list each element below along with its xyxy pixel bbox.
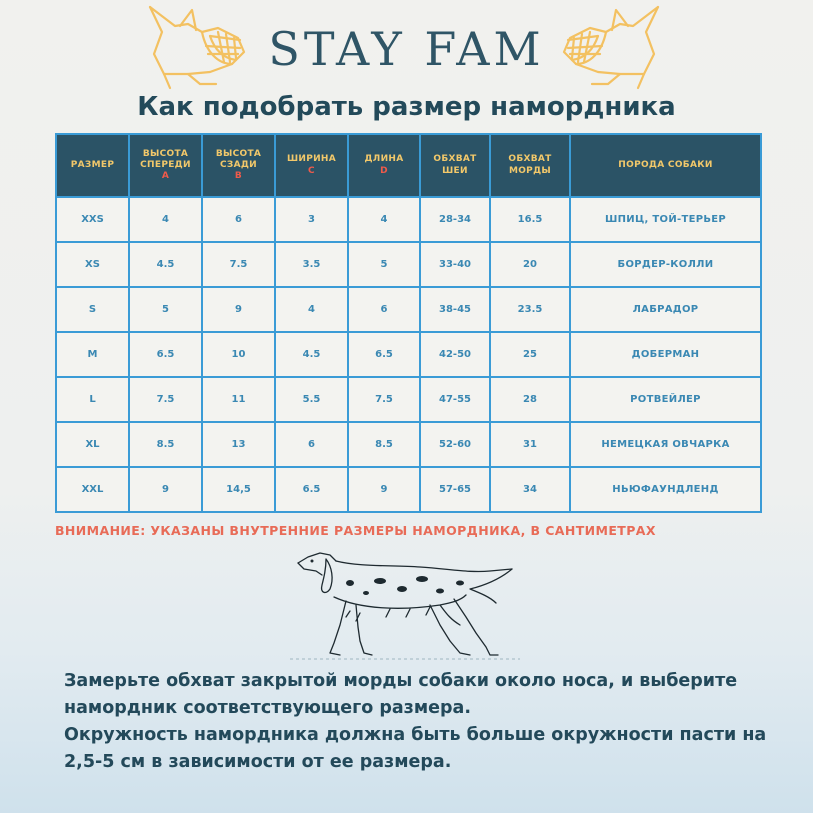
column-header — [129, 134, 202, 197]
table-cell: 4.5 — [275, 332, 348, 377]
table-cell: 38-45 — [420, 287, 490, 332]
column-header-label: РАЗМЕР — [70, 159, 115, 170]
table-cell: 33-40 — [420, 242, 490, 287]
table-cell: НЬЮФАУНДЛЕНД — [570, 467, 761, 512]
table-cell: L — [56, 377, 129, 422]
table-cell: ЛАБРАДОР — [570, 287, 761, 332]
table-header-row — [56, 134, 761, 197]
column-header-label: ОБХВАТ МОРДЫ — [508, 154, 552, 176]
table-cell: РОТВЕЙЛЕР — [570, 377, 761, 422]
table-cell: 8.5 — [348, 422, 420, 467]
setter-dog-illustration — [290, 545, 520, 665]
table-cell: 34 — [490, 467, 570, 512]
column-header-label: ВЫСОТА СЗАДИ — [215, 148, 262, 170]
table-cell: 25 — [490, 332, 570, 377]
table-cell: 23.5 — [490, 287, 570, 332]
table-cell: 6 — [348, 287, 420, 332]
column-header-label: ШИРИНА — [286, 154, 337, 165]
table-cell: 6.5 — [275, 467, 348, 512]
table-body — [56, 197, 761, 512]
table-row — [56, 332, 761, 377]
table-cell: НЕМЕЦКАЯ ОВЧАРКА — [570, 422, 761, 467]
header — [0, 0, 813, 95]
page-title: Как подобрать размер намордника — [137, 92, 676, 122]
table-cell: XXS — [56, 197, 129, 242]
table-cell: 28 — [490, 377, 570, 422]
table-cell: 6.5 — [129, 332, 202, 377]
column-header-label: ОБХВАТ ШЕИ — [433, 154, 477, 176]
table-row — [56, 242, 761, 287]
table-row — [56, 287, 761, 332]
table-cell: ДОБЕРМАН — [570, 332, 761, 377]
table-cell: 28-34 — [420, 197, 490, 242]
table-cell: 4 — [129, 197, 202, 242]
table-cell: 4.5 — [129, 242, 202, 287]
table-cell: 16.5 — [490, 197, 570, 242]
table-cell: 6.5 — [348, 332, 420, 377]
table-cell: 4 — [348, 197, 420, 242]
table-row — [56, 377, 761, 422]
table-cell: M — [56, 332, 129, 377]
warning-note: ВНИМАНИЕ: УКАЗАНЫ ВНУТРЕННИЕ РАЗМЕРЫ НАМОРДНИКА, В САНТИМЕТРАХ — [55, 523, 656, 538]
column-header-letter: A — [161, 171, 170, 182]
column-header-label: ПОРОДА СОБАКИ — [618, 159, 713, 170]
table-cell: 9 — [129, 467, 202, 512]
table-cell: 9 — [202, 287, 275, 332]
column-header-letter: D — [380, 165, 388, 176]
table-cell: 52-60 — [420, 422, 490, 467]
table-cell: XXL — [56, 467, 129, 512]
table-row — [56, 422, 761, 467]
table-cell: XL — [56, 422, 129, 467]
column-header — [202, 134, 275, 197]
table-cell: 6 — [275, 422, 348, 467]
column-header — [420, 134, 490, 197]
table-row — [56, 197, 761, 242]
table-cell: 13 — [202, 422, 275, 467]
table-cell: 14,5 — [202, 467, 275, 512]
table-cell: 47-55 — [420, 377, 490, 422]
table-cell: 5.5 — [275, 377, 348, 422]
table-cell: 7.5 — [348, 377, 420, 422]
table-row — [56, 467, 761, 512]
table-cell: XS — [56, 242, 129, 287]
table-cell: 42-50 — [420, 332, 490, 377]
table-cell: 9 — [348, 467, 420, 512]
dog-muzzle-icon — [558, 2, 668, 92]
column-header — [490, 134, 570, 197]
table-cell: 3 — [275, 197, 348, 242]
column-header — [570, 134, 761, 197]
table-cell: 7.5 — [129, 377, 202, 422]
table-cell: 20 — [490, 242, 570, 287]
column-header-label: ВЫСОТА СПЕРЕДИ — [140, 148, 191, 170]
column-header — [348, 134, 420, 197]
logo-text: STAY FAM — [268, 22, 545, 76]
size-table — [55, 133, 762, 513]
table-cell: 3.5 — [275, 242, 348, 287]
instructions — [64, 668, 774, 776]
instructions-line-1: Замерьте обхват закрытой морды собаки около носа, и выберите намордник соответствующего размера. — [64, 671, 738, 718]
table-cell: 7.5 — [202, 242, 275, 287]
column-header — [56, 134, 129, 197]
table-cell: 57-65 — [420, 467, 490, 512]
table-cell: 5 — [129, 287, 202, 332]
column-header-letter: B — [234, 171, 243, 182]
table-cell: 31 — [490, 422, 570, 467]
column-header — [275, 134, 348, 197]
table-cell: 10 — [202, 332, 275, 377]
instructions-line-2: Окружность намордника должна быть больше окружности пасти на 2,5-5 см в зависимости от ее размера. — [64, 725, 767, 772]
column-header-letter: C — [308, 165, 315, 176]
table-cell: 6 — [202, 197, 275, 242]
table-cell: 5 — [348, 242, 420, 287]
table-cell: БОРДЕР-КОЛЛИ — [570, 242, 761, 287]
table-cell: ШПИЦ, ТОЙ-ТЕРЬЕР — [570, 197, 761, 242]
table-cell: S — [56, 287, 129, 332]
column-header-label: ДЛИНА — [364, 154, 404, 165]
table-cell: 8.5 — [129, 422, 202, 467]
table-cell: 4 — [275, 287, 348, 332]
table-cell: 11 — [202, 377, 275, 422]
